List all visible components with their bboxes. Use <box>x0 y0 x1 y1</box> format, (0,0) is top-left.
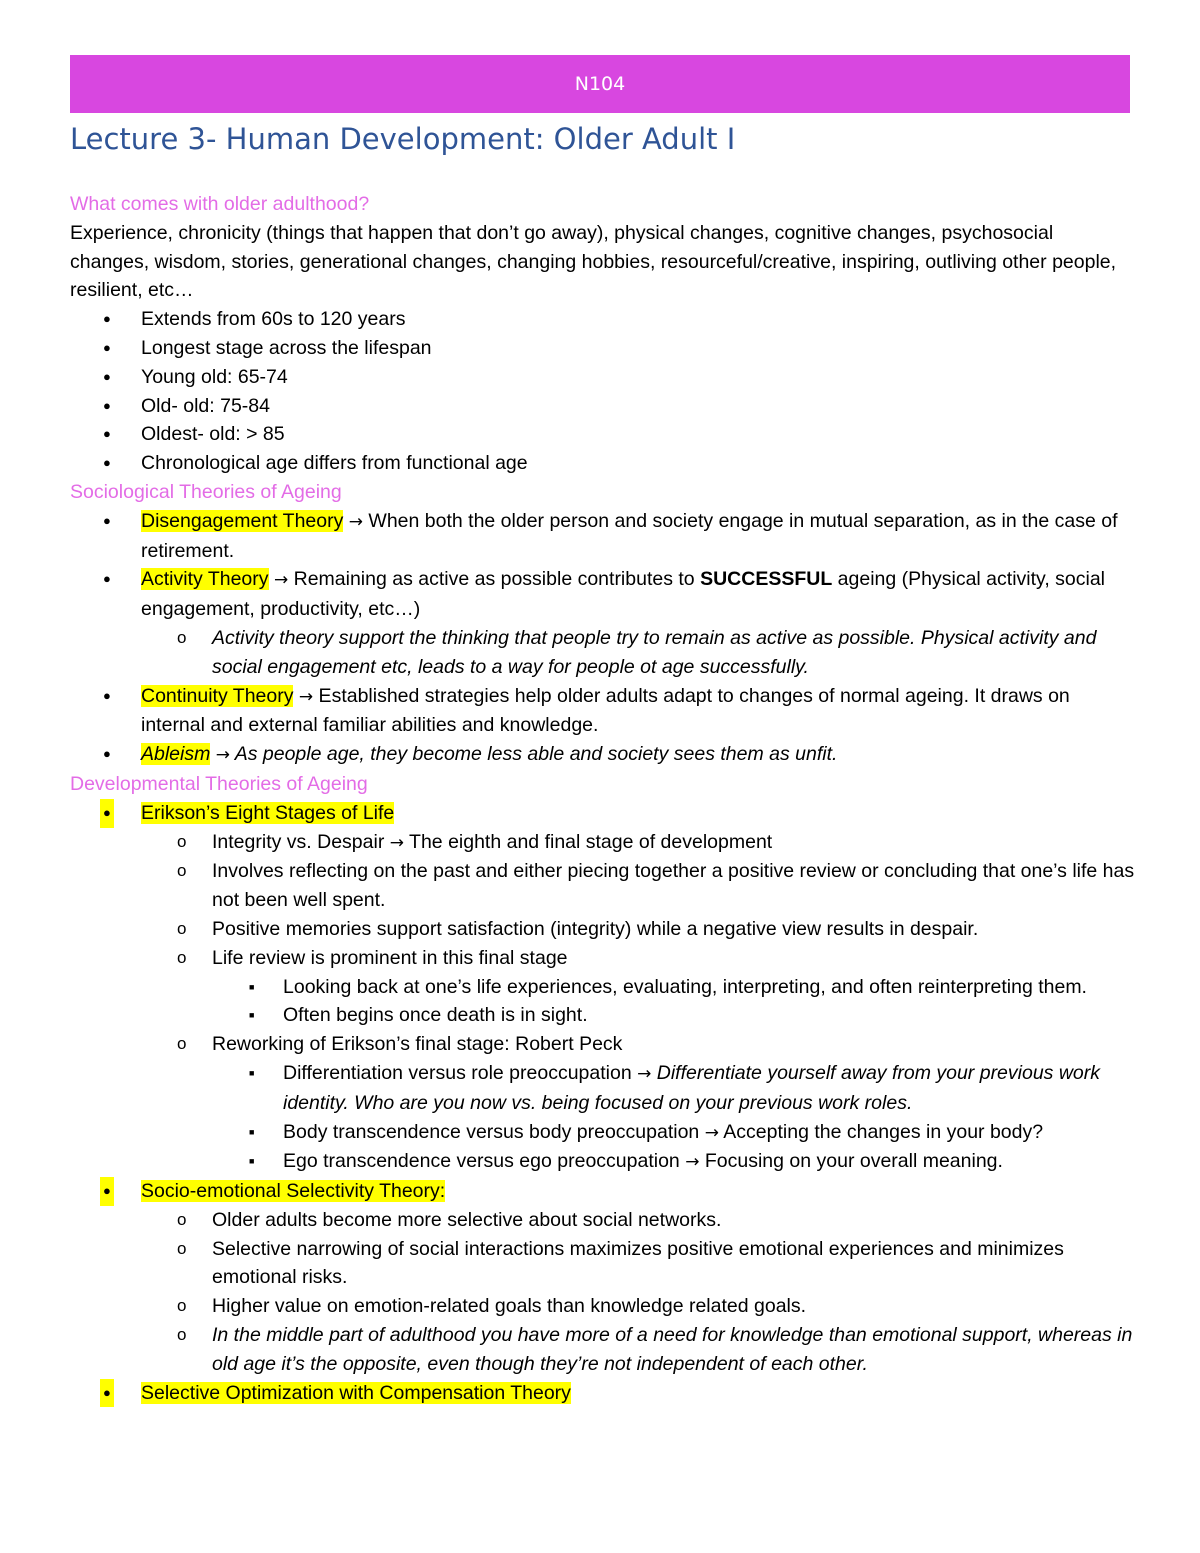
list-item: ● Oldest- old: > 85 <box>70 420 1135 449</box>
list-item <box>212 1059 1135 1118</box>
list-item-text: Life review is prominent in this final stage <box>212 946 568 969</box>
list-item <box>141 1321 1135 1379</box>
list-item-text: Differentiation versus role preoccupation <box>283 1061 638 1084</box>
socioemotional-item <box>70 1177 1135 1379</box>
theory-description: Established strategies help older adults adapt to changes of normal ageing. It draws on internal and external familiar abilities and knowledge. <box>141 684 1070 737</box>
arrow-icon: → <box>685 1152 700 1173</box>
intro-bullet-list <box>70 305 1135 478</box>
sociological-list <box>70 507 1135 770</box>
section-heading-developmental: Developmental Theories of Ageing <box>70 772 368 795</box>
list-item-text: Focusing on your overall meaning. <box>699 1150 1003 1173</box>
theory-description: As people age, they become less able and society sees them as unfit. <box>230 743 838 766</box>
page-title: Lecture 3- Human Development: Older Adult I <box>70 122 736 156</box>
italic-note: Differentiate yourself away from your previous work identity. Who are you now vs. being focused on your previous work roles. <box>283 1061 1101 1114</box>
peck-sub-list <box>212 1059 1135 1177</box>
intro-paragraph: Experience, chronicity (things that happen that don’t go away), physical changes, cognitive changes, psychosocial changes, wisdom, stories, generational changes, changing hobbies, resourceful/creative, inspiring, outliving other people, resilient, etc… <box>70 221 1117 302</box>
list-item <box>141 944 1135 1030</box>
arrow-icon: → <box>348 511 364 532</box>
activity-sub-list <box>141 624 1135 682</box>
developmental-list <box>70 799 1135 1408</box>
theory-name: Erikson’s Eight Stages of Life <box>141 801 395 824</box>
arrow-icon: → <box>273 570 289 591</box>
list-item: ■ Looking back at one’s life experiences, evaluating, interpreting, and often reinterpreting them. <box>212 973 1135 1002</box>
disengagement-theory-item <box>70 507 1135 566</box>
list-item: ● Old- old: 75-84 <box>70 392 1135 421</box>
theory-description-cont: ageing (Physical activity, social engagement, productivity, etc…) <box>141 568 1106 621</box>
soc-theory-item <box>70 1379 1135 1408</box>
list-item <box>212 1147 1135 1177</box>
list-item: ● Chronological age differs from functional age <box>70 449 1135 478</box>
list-item-text: Accepting the changes in your body? <box>718 1120 1044 1143</box>
list-item <box>141 624 1135 682</box>
course-code: N104 <box>574 73 626 95</box>
life-review-sub-list <box>212 973 1135 1031</box>
section-heading-older-adulthood: What comes with older adulthood? <box>70 193 370 215</box>
emphasis-text: SUCCESSFUL <box>700 568 833 591</box>
list-item: o Involves reflecting on the past and either piecing together a positive review or concluding that one’s life has not been well spent. <box>141 857 1135 915</box>
list-item: o Selective narrowing of social interactions maximizes positive emotional experiences and minimizes emotional risks. <box>141 1235 1135 1293</box>
arrow-icon: → <box>704 1122 719 1143</box>
socioemotional-sub-list <box>141 1206 1135 1379</box>
erikson-item <box>70 799 1135 1177</box>
arrow-icon: → <box>215 745 231 766</box>
list-item-text: Reworking of Erikson’s final stage: Robert Peck <box>212 1033 623 1056</box>
list-item-text: Integrity vs. Despair <box>212 830 390 853</box>
list-item-text: Ego transcendence versus ego preoccupation <box>283 1150 686 1173</box>
theory-description: Remaining as active as possible contributes to <box>288 568 701 591</box>
list-item: ● Young old: 65-74 <box>70 363 1135 392</box>
theory-name: Ableism <box>141 743 211 766</box>
theory-name: Selective Optimization with Compensation Theory <box>141 1381 571 1404</box>
ableism-item <box>70 740 1135 770</box>
document-body <box>70 190 1135 1407</box>
course-banner <box>70 55 1130 113</box>
italic-note: Activity theory support the thinking that people try to remain as active as possible. Physical activity and social engagement etc, leads to a way for people ot age successfully. <box>212 626 1097 678</box>
list-item: ● Extends from 60s to 120 years <box>70 305 1135 334</box>
theory-name: Activity Theory <box>141 568 269 591</box>
theory-name: Disengagement Theory <box>141 509 344 532</box>
section-heading-sociological: Sociological Theories of Ageing <box>70 480 342 503</box>
theory-name: Continuity Theory <box>141 684 294 707</box>
list-item <box>212 1118 1135 1148</box>
theory-description: When both the older person and society engage in mutual separation, as in the case of retirement. <box>141 509 1118 562</box>
list-item: ■ Often begins once death is in sight. <box>212 1001 1135 1030</box>
list-item: ● Longest stage across the lifespan <box>70 334 1135 363</box>
list-item: o Positive memories support satisfaction (integrity) while a negative view results in despair. <box>141 915 1135 944</box>
continuity-theory-item <box>70 682 1135 741</box>
arrow-icon: → <box>637 1063 652 1084</box>
list-item-text: The eighth and final stage of development <box>403 830 773 853</box>
erikson-sub-list <box>141 828 1135 1178</box>
list-item: o Higher value on emotion-related goals than knowledge related goals. <box>141 1292 1135 1321</box>
italic-note: In the middle part of adulthood you have more of a need for knowledge than emotional support, whereas in old age it’s the opposite, even though they’re not independent of each other. <box>212 1324 1133 1375</box>
list-item <box>141 828 1135 858</box>
list-item <box>141 1030 1135 1177</box>
theory-name: Socio-emotional Selectivity Theory: <box>141 1180 446 1203</box>
list-item: o Older adults become more selective about social networks. <box>141 1206 1135 1235</box>
arrow-icon: → <box>298 686 314 707</box>
list-item-text: Body transcendence versus body preoccupation <box>283 1120 705 1143</box>
arrow-icon: → <box>389 832 404 853</box>
activity-theory-item <box>70 565 1135 681</box>
